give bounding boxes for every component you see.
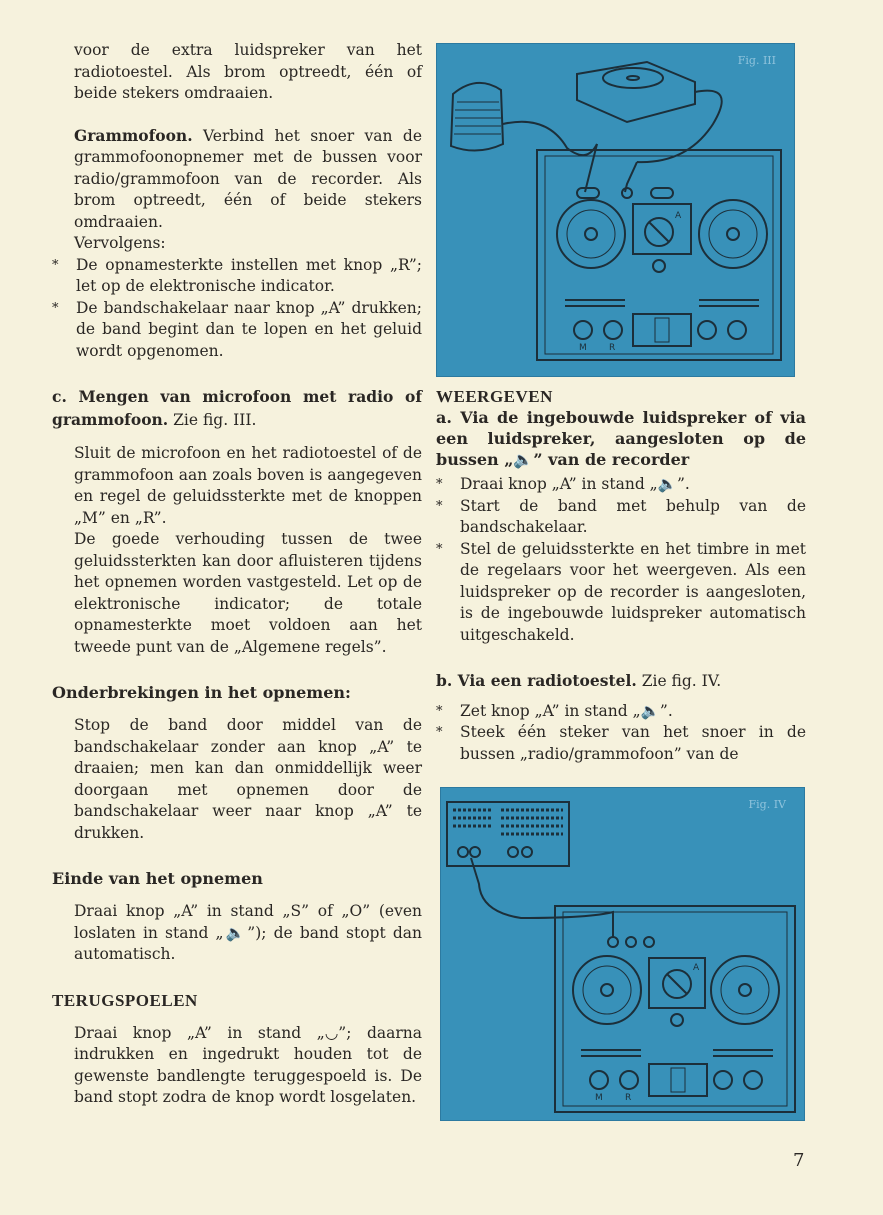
asterisk-icon: * <box>436 541 443 557</box>
grammofoon-text: Verbind het snoer van de grammofoonopnemer met de bussen voor radio/grammofoon van de recorder. Als brom optreedt, één of beide stekers omdraaien. <box>74 126 422 231</box>
mengen-paragraph-2: De goede verhouding tussen de twee geluidssterkten kan door afluisteren tijdens het opnemen worden vastgesteld. Let op de elektronische indicator; de totale opnamesterkte moet voldoen aan het tweede punt van de „Algemene regels”. <box>74 530 422 656</box>
mengen-heading-suffix: Zie fig. III. <box>173 410 257 429</box>
label-r: R <box>609 343 616 353</box>
socket-icon <box>651 188 673 198</box>
label-a: A <box>693 963 700 973</box>
vervolgens-label: Vervolgens: <box>74 234 166 252</box>
knob-m <box>574 321 592 339</box>
mengen-paragraph-1: Sluit de microfoon en het radiotoestel of de grammofoon aan zoals boven is aangegeven en regel de geluidssterkte met de knoppen „M” en „R”. <box>74 444 422 527</box>
left-column <box>52 40 422 1109</box>
socket-icon <box>622 188 632 198</box>
list-item: * Stel de geluidssterkte en het timbre in met de regelaars voor het weergeven. Als een luidspreker op de recorder is aangesloten, is de ingebouwde luidspreker automatisch uitgeschakeld. <box>436 539 806 644</box>
intro-text: voor de extra luidspreker van het radiotoestel. Als brom optreedt, één of beide stekers omdraaien. <box>74 41 422 102</box>
label-m: M <box>595 1093 603 1103</box>
asterisk-icon: * <box>436 703 443 719</box>
weergeven-heading: WEERGEVEN <box>436 387 553 406</box>
onderbrekingen-heading: Onderbrekingen in het opnemen: <box>52 683 351 702</box>
weergeven-b-heading-line <box>436 670 806 693</box>
mengen-heading-line <box>52 386 422 431</box>
weergeven-b-suffix: Zie fig. IV. <box>641 672 722 690</box>
list-item: * Start de band met behulp van de bandschakelaar. <box>436 496 806 536</box>
figure-3 <box>436 43 795 377</box>
knob-r <box>620 1071 638 1089</box>
asterisk-icon: * <box>436 725 443 740</box>
figure-3-label: Fig. III <box>737 54 776 67</box>
asterisk-icon: * <box>436 477 443 492</box>
knob-r <box>604 321 622 339</box>
socket-icon <box>577 188 599 198</box>
figure-4-drawing <box>441 788 804 1120</box>
record-player-icon <box>577 62 695 122</box>
right-column <box>436 386 806 765</box>
figure-4 <box>440 787 805 1121</box>
terugspoelen-heading: TERUGSPOELEN <box>52 990 198 1010</box>
asterisk-icon: * <box>52 300 59 316</box>
label-a: A <box>675 211 682 221</box>
figure-3-drawing <box>437 44 794 376</box>
weergeven-a-heading: a. Via de ingebouwde luidspreker of via een luidspreker, aangesloten op de bussen „🔈” van de recorder <box>436 408 806 469</box>
asterisk-icon: * <box>52 257 59 273</box>
list-item: * Steek één steker van het snoer in de bussen „radio/grammofoon” van de <box>436 723 806 763</box>
list-item: * De bandschakelaar naar knop „A” drukken; de band begint dan te lopen en het geluid wordt opgenomen. <box>52 298 422 360</box>
onderbrekingen-text: Stop de band door middel van de bandschakelaar zonder aan knop „A” te draaien; men kan dan onmiddellijk weer doorgaan met opnemen door de bandschakelaar weer naar knop „A” te drukken. <box>74 716 422 842</box>
list-item: * Zet knop „A” in stand „🔈”. <box>436 701 806 723</box>
figure-4-label: Fig. IV <box>748 798 786 811</box>
einde-heading: Einde van het opnemen <box>52 869 263 888</box>
grammofoon-section <box>52 125 422 234</box>
label-m: M <box>579 343 587 353</box>
grammofoon-heading: Grammofoon. <box>74 125 193 145</box>
weergeven-b-heading: b. Via een radiotoestel. <box>436 671 637 690</box>
terugspoelen-text: Draai knop „A” in stand „◡”; daarna indrukken en ingedrukt houden tot de gewenste bandlengte teruggespoeld is. De band stopt zodra de knop wordt losgelaten. <box>74 1023 422 1106</box>
label-r: R <box>625 1093 632 1103</box>
asterisk-icon: * <box>436 498 443 514</box>
knob-m <box>590 1071 608 1089</box>
list-item: * Draai knop „A” in stand „🔈”. <box>436 474 806 496</box>
list-item: * De opnamesterkte instellen met knop „R”; let op de elektronische indicator. <box>52 255 422 295</box>
socket-icon <box>608 937 618 947</box>
mengen-heading: c. Mengen van microfoon met radio of grammofoon. <box>52 387 422 429</box>
einde-text: Draai knop „A” in stand „S” of „O” (even loslaten in stand „🔈”); de band stopt dan automatisch. <box>74 902 422 963</box>
page-number: 7 <box>793 1150 805 1171</box>
microphone-icon <box>451 83 503 151</box>
